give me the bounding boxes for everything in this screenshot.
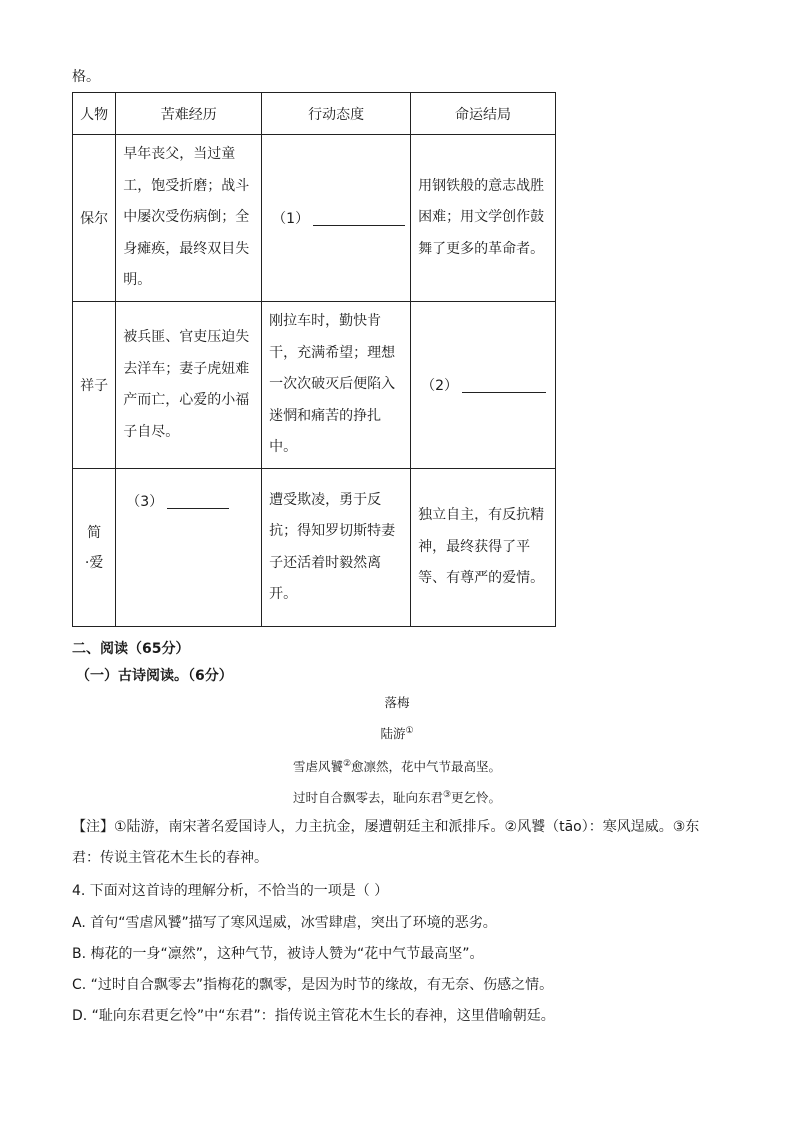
hardship-cell: 被兵匪、官吏压迫失去洋车；妻子虎妞难产而亡，心爱的小福子自尽。 [116,302,262,469]
table-row [73,302,556,469]
character-name: 保尔 [73,135,116,302]
question-stem: 4. 下面对这首诗的理解分析，不恰当的一项是（ ） [72,883,389,899]
poem-notes: 【注】①陆游，南宋著名爱国诗人，力主抗金，屡遭朝廷主和派排斥。②风饕（tāo）：寒风逞威。③东君：传说主管花木生长的春神。 [72,819,700,866]
option-a[interactable]: A. 首句“雪虐风饕”描写了寒风逞威，冰雪肆虐，突出了环境的恶劣。 [72,915,497,931]
header-cell: 苦难经历 [116,93,262,135]
section-title: 二、阅读（65分） [72,641,190,657]
poem-title: 落梅 [384,695,410,710]
subsection-title: （一）古诗阅读。（6分） [76,668,233,684]
blank-label: （1） [272,211,310,227]
footnote-mark: ① [405,725,414,736]
ending-cell: 用钢铁般的意志战胜困难；用文学创作鼓舞了更多的革命者。 [411,135,556,302]
answer-blank-1[interactable] [262,135,411,302]
footnote-mark: ③ [442,789,452,800]
character-table [72,92,556,627]
header-cell: 人物 [73,93,116,135]
name-line: 简 [87,524,102,541]
character-name [73,469,116,627]
blank-label: （3） [126,494,164,510]
hardship-cell: 早年丧父，当过童工，饱受折磨；战斗中屡次受伤病倒；全身瘫痪，最终双目失明。 [116,135,262,302]
author-name: 陆游 [380,726,406,741]
poem-author [0,724,794,742]
table-row [73,469,556,627]
name-line: ·爱 [84,554,104,571]
fill-line [313,212,405,226]
attitude-cell: 遭受欺凌，勇于反抗；得知罗切斯特妻子还活着时毅然离开。 [262,469,411,627]
header-cell: 命运结局 [411,93,556,135]
footnote-mark: ② [342,758,352,769]
option-d[interactable]: D. “耻向东君更乞怜”中“东君”：指传说主管花木生长的春神，这里借喻朝廷。 [72,1008,555,1024]
option-b[interactable]: B. 梅花的一身“凛然”，这种气节，被诗人赞为“花中气节最高坚”。 [72,946,484,962]
poem-text: 雪虐风饕 [292,759,343,774]
fill-line [167,495,229,509]
attitude-cell: 刚拉车时，勤快肯干，充满希望；理想一次次破灭后便陷入迷惘和痛苦的挣扎中。 [262,302,411,469]
poem-text: 过时自合飘零去，耻向东君 [292,790,443,805]
ending-cell: 独立自主，有反抗精神，最终获得了平等、有尊严的爱情。 [411,469,556,627]
header-cell: 行动态度 [262,93,411,135]
answer-blank-3[interactable] [116,469,262,627]
fill-line [462,379,546,393]
top-fragment: 格。 [72,69,100,85]
option-c[interactable]: C. “过时自合飘零去”指梅花的飘零，是因为时节的缘故，有无奈、伤感之情。 [72,977,554,993]
answer-blank-2[interactable] [411,302,556,469]
poem-text: 愈凛然，花中气节最高坚。 [351,759,502,774]
poem-line [0,788,794,806]
blank-label: （2） [421,378,459,394]
table-header-row [73,93,556,135]
poem-text: 更乞怜。 [451,790,502,805]
character-name: 祥子 [73,302,116,469]
poem-line [0,757,794,775]
table-row [73,135,556,302]
